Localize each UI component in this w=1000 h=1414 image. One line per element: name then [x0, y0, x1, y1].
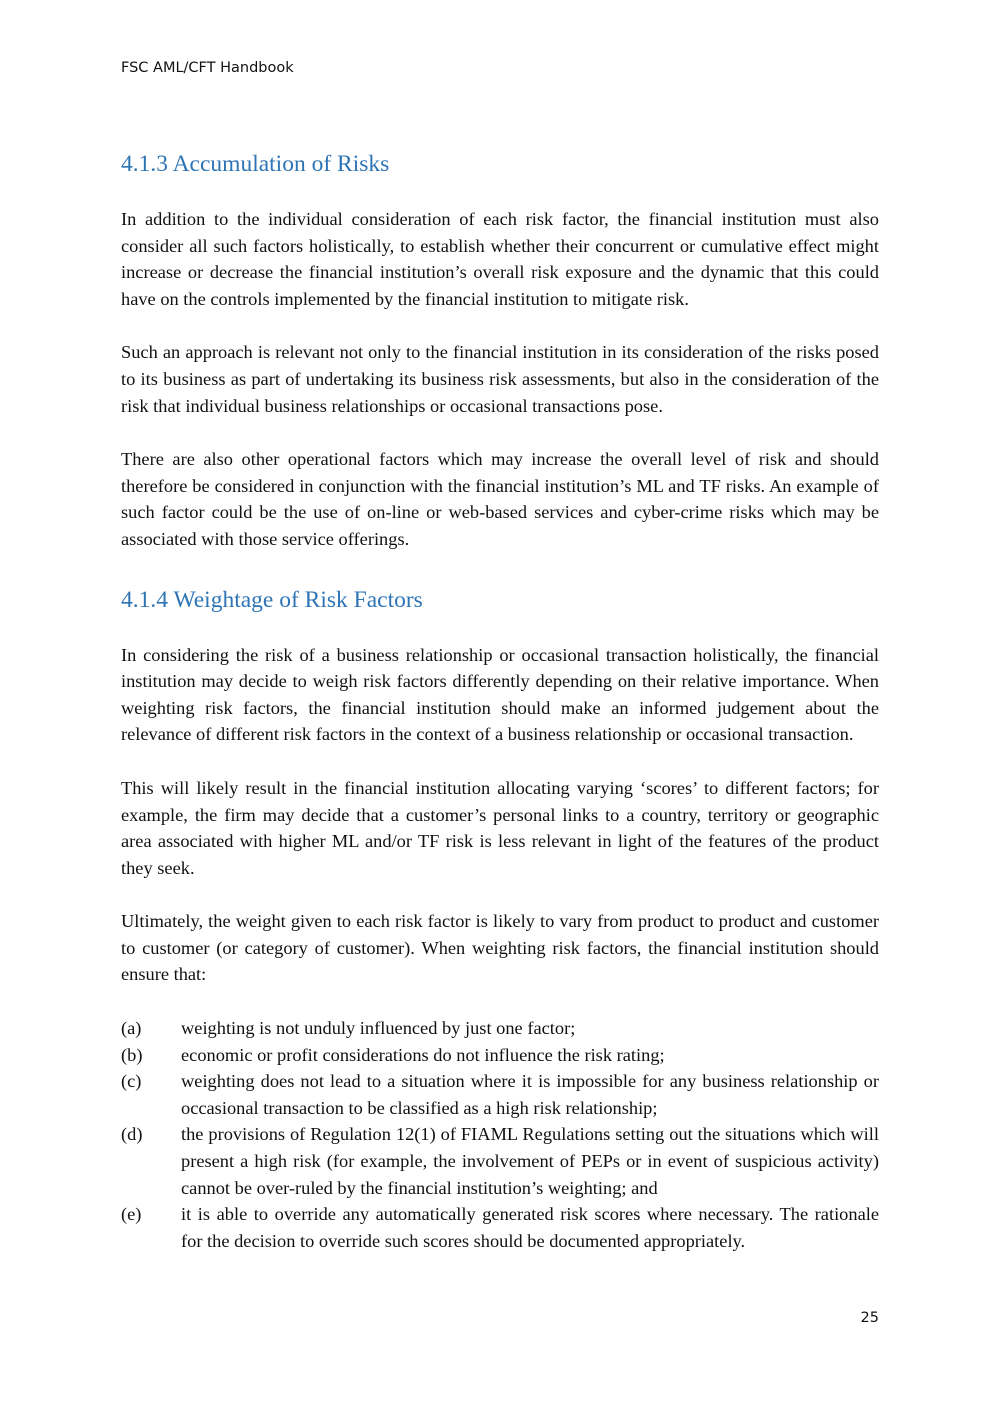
paragraph: In addition to the individual consideration of each risk factor, the financial institution must also consider all such factors holistically, to establish whether their concurrent or cumulative effect might increase or decrease the financial institution’s overall risk exposure and the dynamic that this could have on the controls implemented by the financial institution to mitigate risk.: [121, 209, 879, 309]
page-number: 25: [860, 1310, 879, 1326]
list-item: [121, 1068, 879, 1121]
paragraph: Ultimately, the weight given to each risk factor is likely to vary from product to product and customer to customer (or category of customer). When weighting risk factors, the financial institution should ensure that:: [121, 911, 879, 985]
list-marker: (d): [121, 1124, 143, 1145]
list-marker: (e): [121, 1204, 142, 1225]
list-item: [121, 1015, 879, 1042]
running-header: FSC AML/CFT Handbook: [121, 60, 294, 76]
paragraph: In considering the risk of a business relationship or occasional transaction holistically, the financial institution may decide to weigh risk factors differently depending on their relative importance. When weighting risk factors, the financial institution should make an informed judgement about the relevance of different risk factors in the context of a business relationship or occasional transaction.: [121, 644, 879, 745]
paragraph: There are also other operational factors which may increase the overall level of risk and should therefore be considered in conjunction with the financial institution’s ML and TF risks. An example of such factor could be the use of on-line or web-based services and cyber-crime risks which may be associated with those service offerings.: [121, 449, 879, 549]
list-marker: (a): [121, 1018, 142, 1039]
list-marker: (b): [121, 1044, 143, 1065]
list-item-text: weighting does not lead to a situation where it is impossible for any business relationship or occasional transaction to be classified as a high risk relationship;: [181, 1071, 879, 1118]
list-item: [121, 1201, 879, 1254]
paragraph: This will likely result in the financial institution allocating varying ‘scores’ to different factors; for example, the firm may decide that a customer’s personal links to a country, territory or geographic area associated with higher ML and/or TF risk is less relevant in light of the features of the product they seek.: [121, 777, 879, 878]
list-item-text: weighting is not unduly influenced by just one factor;: [181, 1018, 576, 1039]
list-item-text: economic or profit considerations do not influence the risk rating;: [181, 1044, 665, 1065]
paragraph: Such an approach is relevant not only to the financial institution in its consideration of the risks posed to its business as part of undertaking its business risk assessments, but also in the consideration of the risk that individual business relationships or occasional transactions pose.: [121, 342, 879, 416]
list-item: [121, 1042, 879, 1069]
list-item-text: it is able to override any automatically generated risk scores where necessary. The rationale for the decision to override such scores should be documented appropriately.: [181, 1204, 879, 1251]
section-heading-weightage-of-risk-factors: 4.1.4 Weightage of Risk Factors: [121, 586, 423, 613]
weighting-criteria-list: [121, 1015, 879, 1254]
list-item-text: the provisions of Regulation 12(1) of FIAML Regulations setting out the situations which will present a high risk (for example, the involvement of PEPs or in event of suspicious activity) cannot be over-ruled by the financial institution’s weighting; and: [181, 1124, 879, 1198]
page-content: [121, 144, 879, 1254]
list-marker: (c): [121, 1071, 142, 1092]
section-heading-accumulation-of-risks: 4.1.3 Accumulation of Risks: [121, 151, 390, 177]
list-item: [121, 1121, 879, 1201]
